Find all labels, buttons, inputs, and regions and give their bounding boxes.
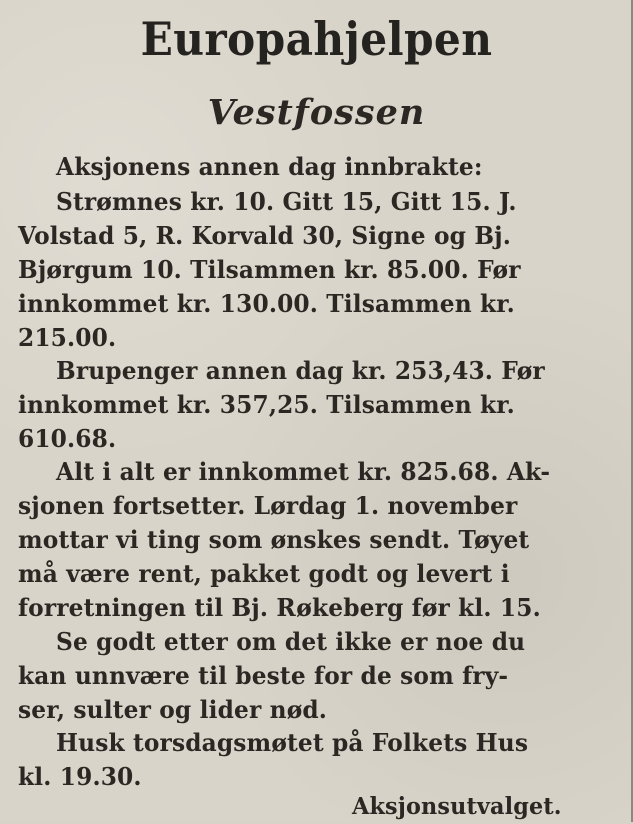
article-line-7: Brupenger annen dag kr. 253,43. Før: [56, 356, 545, 385]
article-line-18: Husk torsdagsmøtet på Folkets Hus: [56, 728, 529, 757]
article-line-1: Aksjonens annen dag innbrakte:: [56, 152, 483, 181]
article-line-15: Se godt etter om det ikke er noe du: [56, 627, 526, 656]
article-line-11: sjonen fortsetter. Lørdag 1. november: [18, 491, 518, 520]
article-line-8: innkommet kr. 357,25. Tilsammen kr.: [18, 390, 515, 419]
signature: Aksjonsutvalget.: [352, 793, 562, 820]
article-line-10: Alt i alt er innkommet kr. 825.68. Ak-: [56, 457, 551, 486]
article-line-17: ser, sulter og lider nød.: [18, 695, 328, 724]
article-line-12: mottar vi ting som ønskes sendt. Tøyet: [18, 525, 530, 554]
article-line-2: Strømnes kr. 10. Gitt 15, Gitt 15. J.: [56, 187, 517, 216]
article-line-13: må være rent, pakket godt og levert i: [18, 559, 510, 588]
article-subtitle: Vestfossen: [207, 92, 426, 133]
article-line-3: Volstad 5, R. Korvald 30, Signe og Bj.: [18, 221, 511, 250]
article-line-14: forretningen til Bj. Røkeberg før kl. 15.: [18, 593, 541, 622]
article-line-5: innkommet kr. 130.00. Tilsammen kr.: [18, 289, 515, 318]
article-line-9: 610.68.: [18, 424, 117, 453]
article-title: Europahjelpen: [140, 12, 493, 66]
article-line-4: Bjørgum 10. Tilsammen kr. 85.00. Før: [18, 255, 521, 284]
article-line-19: kl. 19.30.: [18, 762, 142, 791]
article-line-16: kan unnvære til beste for de som fry-: [18, 661, 509, 690]
article-line-6: 215.00.: [18, 323, 117, 352]
